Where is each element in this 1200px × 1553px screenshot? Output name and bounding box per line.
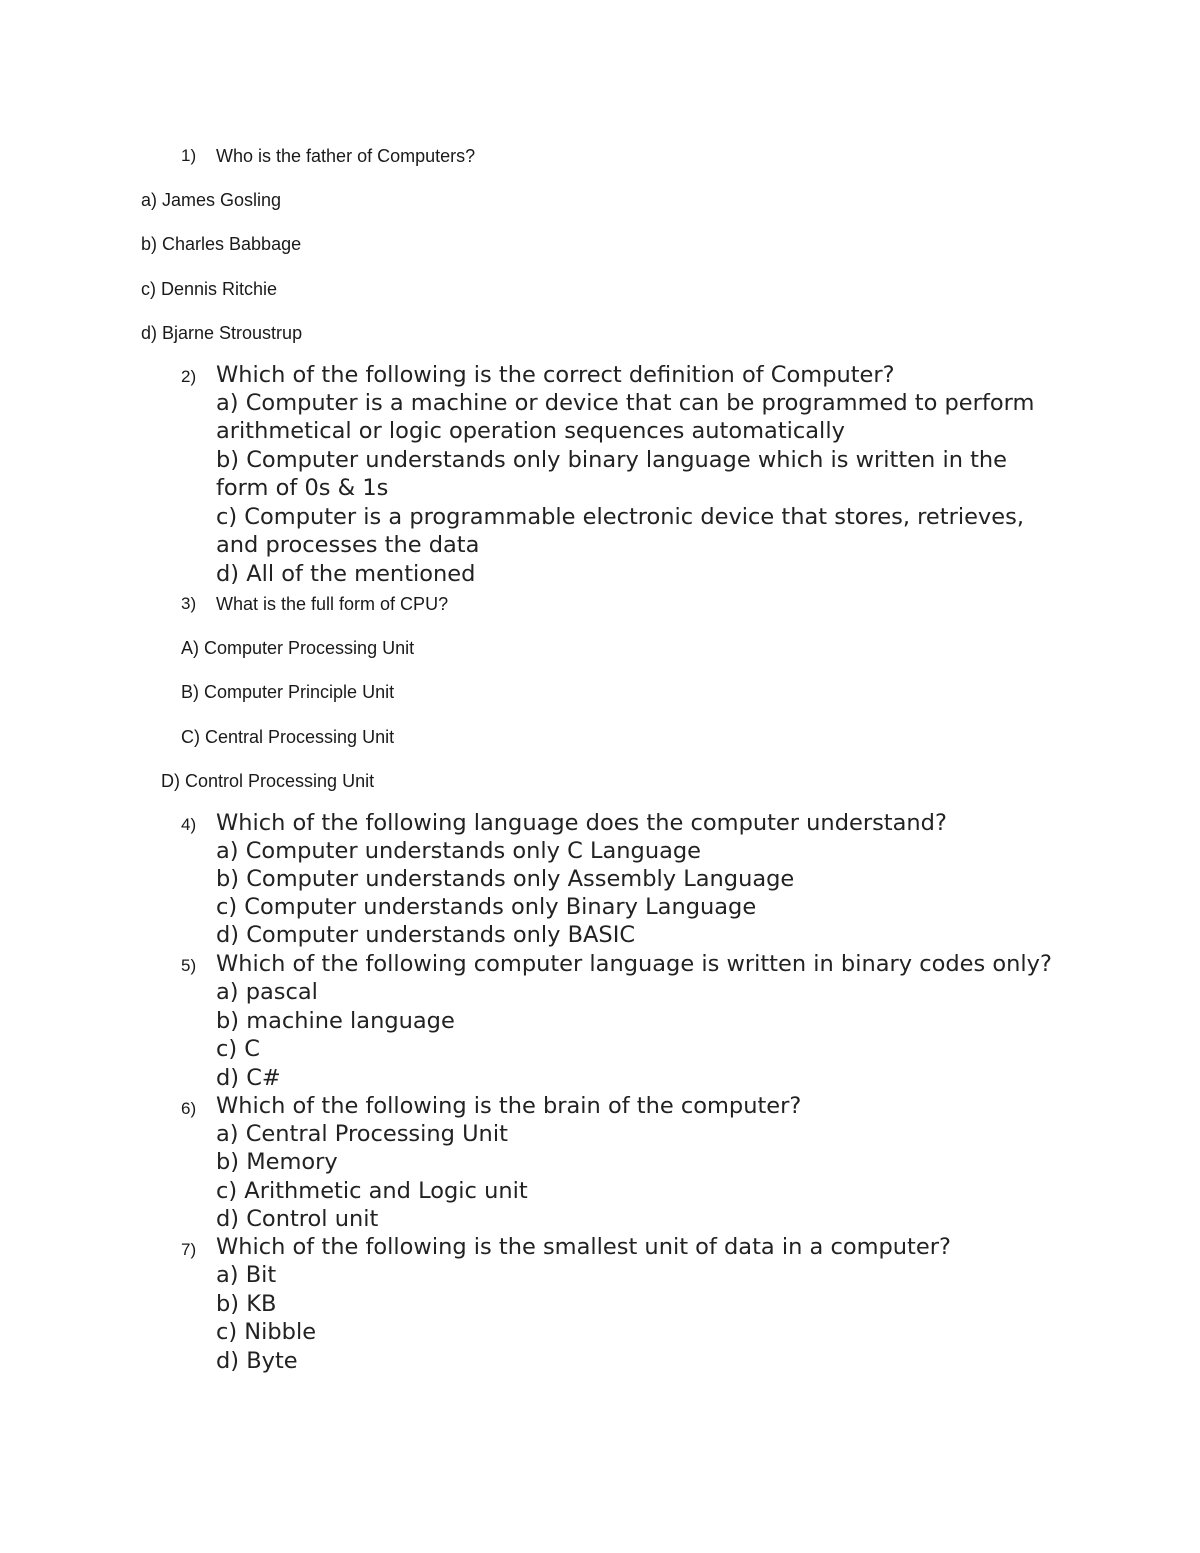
option-b: B) Computer Principle Unit [181, 682, 395, 702]
question-number: 6) [181, 1099, 197, 1118]
question-text: Which of the following is the brain of the computer? [216, 1093, 802, 1119]
option-a: a) Computer understands only C Language [216, 838, 702, 864]
option-b: b) KB [216, 1291, 277, 1317]
option-b-line-1: b) Computer understands only binary language which is written in the [216, 447, 1008, 473]
option-d: d) Byte [216, 1348, 298, 1374]
option-a-line-2: arithmetical or logic operation sequences automatically [216, 418, 845, 444]
question-text: What is the full form of CPU? [216, 594, 449, 614]
question-number: 1) [181, 146, 197, 165]
question-number: 3) [181, 594, 197, 613]
option-c: c) Dennis Ritchie [141, 279, 278, 299]
option-c-line-2: and processes the data [216, 532, 480, 558]
option-c: C) Central Processing Unit [181, 727, 395, 747]
question-number: 2) [181, 367, 197, 386]
option-c: c) Arithmetic and Logic unit [216, 1178, 528, 1204]
option-d: d) Control unit [216, 1206, 379, 1232]
option-b: b) Memory [216, 1149, 338, 1175]
question-number: 4) [181, 815, 197, 834]
question-text: Who is the father of Computers? [216, 146, 476, 166]
option-a: a) pascal [216, 979, 318, 1005]
option-d: d) All of the mentioned [216, 561, 476, 587]
question-text: Which of the following is the correct definition of Computer? [216, 362, 895, 388]
option-a-line-1: a) Computer is a machine or device that can be programmed to perform [216, 390, 1035, 416]
option-a: a) James Gosling [141, 190, 282, 210]
option-c: c) C [216, 1036, 261, 1062]
option-a: A) Computer Processing Unit [181, 638, 415, 658]
option-b: b) machine language [216, 1008, 455, 1034]
option-b: b) Computer understands only Assembly Language [216, 866, 795, 892]
option-a: a) Central Processing Unit [216, 1121, 508, 1147]
question-text: Which of the following computer language is written in binary codes only? [216, 951, 1052, 977]
option-b-line-2: form of 0s & 1s [216, 475, 389, 501]
question-text: Which of the following language does the computer understand? [216, 810, 947, 836]
option-c: c) Computer understands only Binary Language [216, 894, 757, 920]
option-d: d) Computer understands only BASIC [216, 922, 636, 948]
option-c: c) Nibble [216, 1319, 317, 1345]
option-d: d) C# [216, 1065, 281, 1091]
question-number: 5) [181, 956, 197, 975]
option-c-line-1: c) Computer is a programmable electronic device that stores, retrieves, [216, 504, 1024, 530]
option-b: b) Charles Babbage [141, 234, 302, 254]
question-number: 7) [181, 1240, 197, 1259]
option-a: a) Bit [216, 1262, 277, 1288]
question-text: Which of the following is the smallest unit of data in a computer? [216, 1234, 951, 1260]
option-d: D) Control Processing Unit [161, 771, 375, 791]
option-d: d) Bjarne Stroustrup [141, 323, 303, 343]
